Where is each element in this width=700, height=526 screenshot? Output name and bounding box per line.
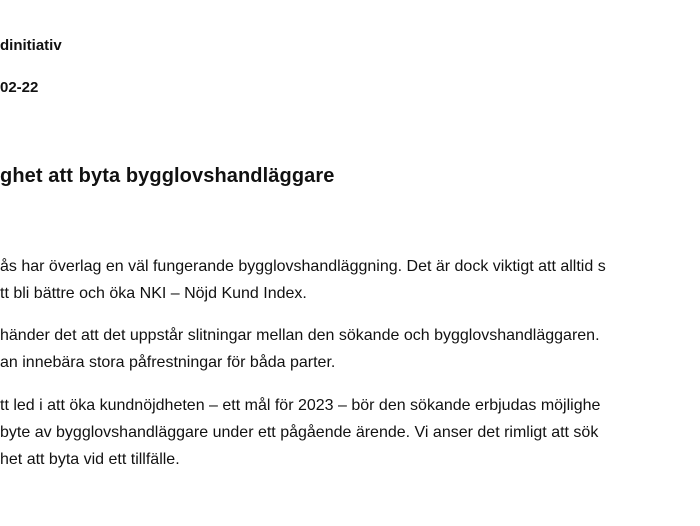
document-heading: ghet att byta bygglovshandläggare	[0, 165, 335, 187]
paragraph-line: händer det att det uppstår slitningar mellan den sökande och bygglovshandläggaren.	[0, 327, 600, 344]
document-label: dinitiativ	[0, 37, 62, 54]
paragraph-line: an innebära stora påfrestningar för båda parter.	[0, 354, 336, 371]
paragraph-line: tt led i att öka kundnöjdheten – ett mål för 2023 – bör den sökande erbjudas möjlighe	[0, 397, 601, 414]
document-date: 02-22	[0, 79, 39, 96]
paragraph-line: ås har överlag en väl fungerande bygglovshandläggning. Det är dock viktigt att alltid s	[0, 258, 606, 275]
paragraph-line: byte av bygglovshandläggare under ett pågående ärende. Vi anser det rimligt att sök	[0, 424, 599, 441]
paragraph-line: het att byta vid ett tillfälle.	[0, 451, 180, 468]
paragraph-line: tt bli bättre och öka NKI – Nöjd Kund Index.	[0, 285, 307, 302]
